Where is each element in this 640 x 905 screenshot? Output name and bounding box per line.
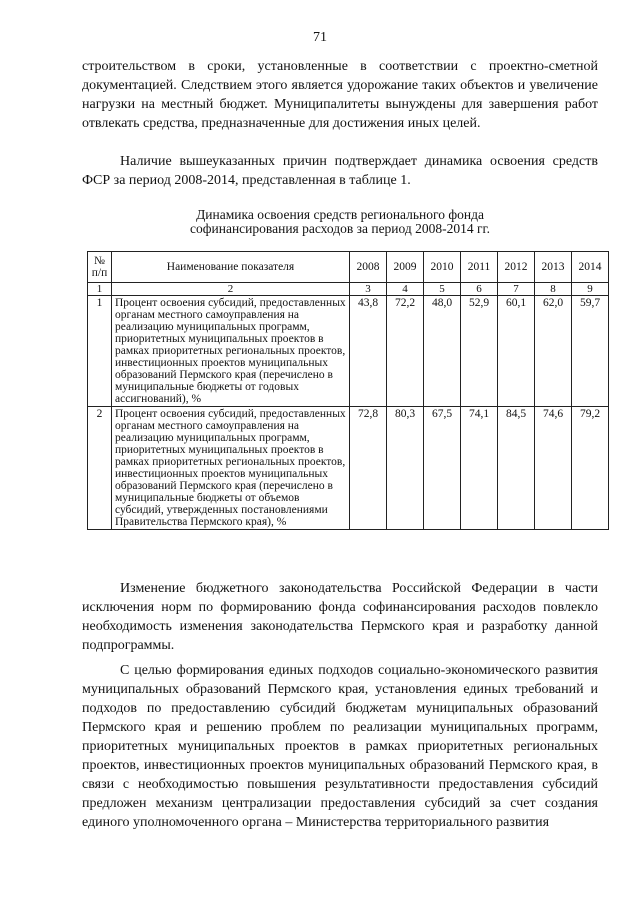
table-caption-line-1: Динамика освоения средств регионального фонда bbox=[196, 207, 484, 222]
column-number: 5 bbox=[424, 283, 461, 296]
column-number: 1 bbox=[88, 283, 112, 296]
row-name: Процент освоения субсидий, предоставленных органам местного самоуправления на реализацию муниципальных программ, приоритетных муниципальных проектов в рамках приоритетных региональных проектов, инвестиционных проектов муниципальных образований Пермского края (перечислено в муниципальные бюджеты от годовых ассигнований), % bbox=[112, 296, 350, 407]
row-value: 80,3 bbox=[387, 407, 424, 530]
paragraph-dynamics-reference: Наличие вышеуказанных причин подтверждает динамика освоения средств ФСР за период 2008-2014, представленная в таблице 1. bbox=[82, 154, 598, 188]
paragraph-intro-continuation: строительством в сроки, установленные в соответствии с проектно-сметной документацией. Следствием этого является удорожание таких объектов и увеличение нагрузки на местный бюджет. Муниципалитеты вынуждены для завершения работ отвлекать средства, предназначенные для достижения иных целей. bbox=[82, 59, 598, 131]
header-num: № п/п bbox=[88, 252, 112, 283]
table-caption-line-2: софинансирования расходов за период 2008-2014 гг. bbox=[190, 221, 490, 236]
header-year: 2011 bbox=[461, 252, 498, 283]
column-number: 3 bbox=[350, 283, 387, 296]
header-year: 2009 bbox=[387, 252, 424, 283]
paragraph-legislation-change: Изменение бюджетного законодательства Российской Федерации в части исключения норм по формированию фонда софинансирования расходов повлекло необходимость изменения законодательства Пермского края и разработку данной подпрограммы. bbox=[82, 581, 598, 653]
table-header-row bbox=[88, 252, 609, 283]
paragraph-centralization-goal: С целью формирования единых подходов социально-экономического развития муниципальных образований Пермского края, установления единых требований и подходов по предоставлению субсидий бюджетам муниципальных образований Пермского края и решению проблем по реализации муниципальных программ, приоритетных муниципальных проектов в рамках приоритетных региональных проектов, инвестиционных проектов муниципальных образований Пермского края, в связи с необходимостью повышения результативности предоставления субсидий предложен механизм централизации предоставления субсидий за счет создания единого уполномоченного органа – Министерства территориального развития bbox=[82, 663, 598, 830]
row-value: 67,5 bbox=[424, 407, 461, 530]
column-number: 7 bbox=[498, 283, 535, 296]
row-value: 79,2 bbox=[572, 407, 609, 530]
row-name: Процент освоения субсидий, предоставленных органам местного самоуправления на реализацию муниципальных программ, приоритетных муниципальных проектов в рамках приоритетных региональных проектов, инвестиционных проектов муниципальных образований Пермского края (перечислено в муниципальные бюджеты от объемов субсидий, утвержденных постановлениями Правительства Пермского края), % bbox=[112, 407, 350, 530]
column-number: 4 bbox=[387, 283, 424, 296]
row-value: 72,2 bbox=[387, 296, 424, 407]
row-value: 74,1 bbox=[461, 407, 498, 530]
row-value: 62,0 bbox=[535, 296, 572, 407]
table-row bbox=[88, 407, 609, 530]
header-year: 2012 bbox=[498, 252, 535, 283]
row-value: 52,9 bbox=[461, 296, 498, 407]
column-number: 9 bbox=[572, 283, 609, 296]
fund-dynamics-table bbox=[87, 251, 609, 530]
row-value: 59,7 bbox=[572, 296, 609, 407]
column-number: 2 bbox=[112, 283, 350, 296]
row-value: 48,0 bbox=[424, 296, 461, 407]
row-num: 2 bbox=[88, 407, 112, 530]
table-column-numbers-row bbox=[88, 283, 609, 296]
header-year: 2010 bbox=[424, 252, 461, 283]
header-year: 2013 bbox=[535, 252, 572, 283]
table-caption bbox=[82, 208, 598, 236]
row-value: 84,5 bbox=[498, 407, 535, 530]
page-number: 71 bbox=[313, 30, 327, 45]
row-value: 74,6 bbox=[535, 407, 572, 530]
header-year: 2014 bbox=[572, 252, 609, 283]
row-value: 72,8 bbox=[350, 407, 387, 530]
header-name: Наименование показателя bbox=[112, 252, 350, 283]
column-number: 8 bbox=[535, 283, 572, 296]
row-num: 1 bbox=[88, 296, 112, 407]
header-year: 2008 bbox=[350, 252, 387, 283]
row-value: 43,8 bbox=[350, 296, 387, 407]
table-row bbox=[88, 296, 609, 407]
row-value: 60,1 bbox=[498, 296, 535, 407]
column-number: 6 bbox=[461, 283, 498, 296]
